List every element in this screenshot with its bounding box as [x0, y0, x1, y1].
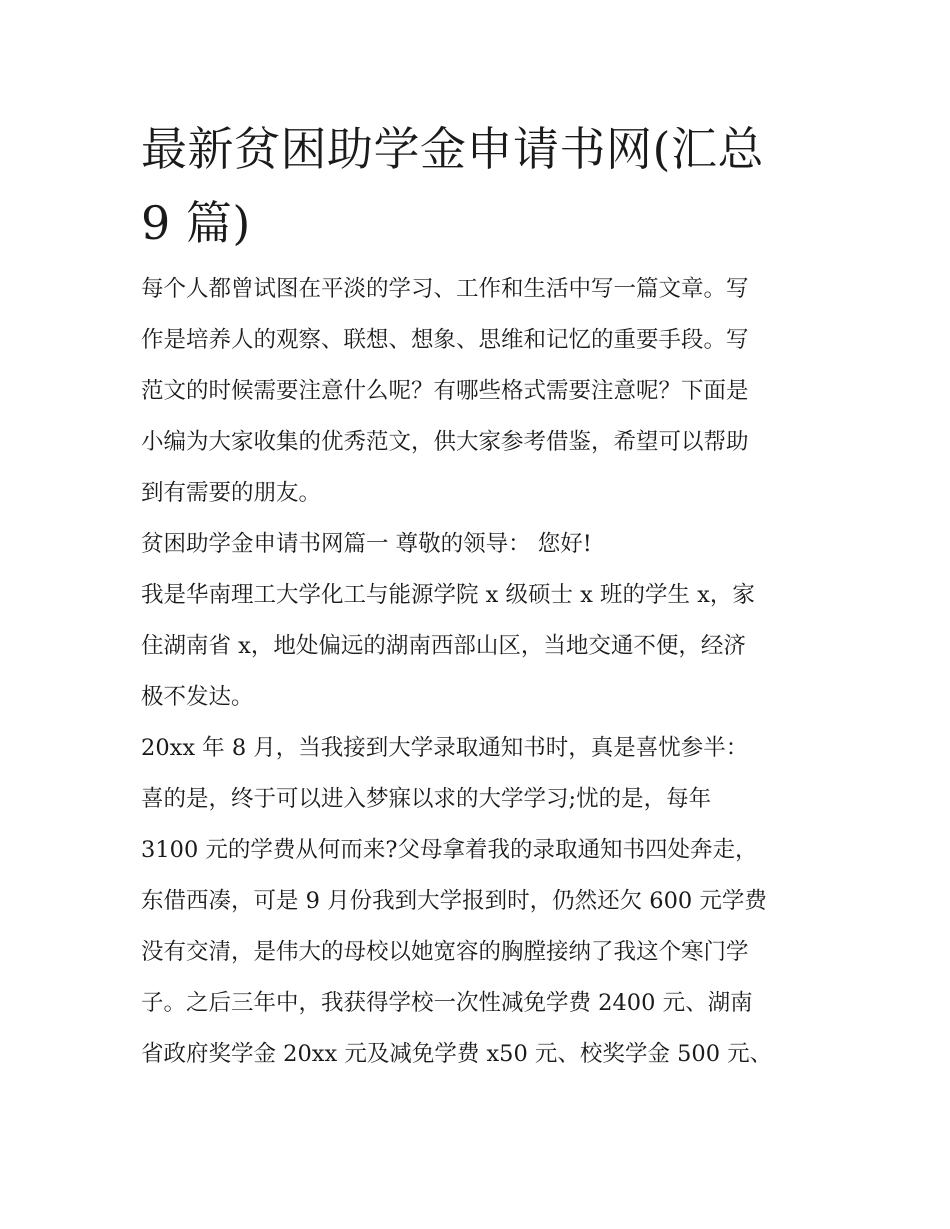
text-line: 子。之后三年中，我获得学校一次性减免学费 2400 元、湖南	[141, 990, 753, 1016]
text-line: 省政府奖学金 20xx 元及减免学费 x50 元、校奖学金 500 元、	[141, 1041, 773, 1067]
text-line: 范文的时候需要注意什么呢？有哪些格式需要注意呢？下面是	[141, 378, 749, 404]
text-line: 我是华南理工大学化工与能源学院 x 级硕士 x 班的学生 x，家	[141, 582, 755, 608]
paragraph-story	[141, 723, 813, 1080]
document-body	[141, 264, 813, 1080]
text-line: 20xx 年 8 月，当我接到大学录取通知书时，真是喜忧参半：	[141, 735, 749, 761]
text-line: 没有交清，是伟大的母校以她宽容的胸膛接纳了我这个寒门学	[141, 939, 749, 965]
document-title	[141, 112, 813, 260]
paragraph-intro	[141, 264, 813, 519]
title-line-2: 9 篇)	[141, 196, 251, 250]
document-page	[141, 112, 813, 1080]
text-line: 东借西凑，可是 9 月份我到大学报到时，仍然还欠 600 元学费	[141, 888, 767, 914]
text-line: 作是培养人的观察、联想、想象、思维和记忆的重要手段。写	[141, 327, 749, 353]
text-line: 3100 元的学费从何而来?父母拿着我的录取通知书四处奔走，	[141, 837, 758, 863]
text-line: 小编为大家收集的优秀范文，供大家参考借鉴，希望可以帮助	[141, 429, 749, 455]
paragraph-salutation	[141, 519, 813, 570]
text-line: 住湖南省 x，地处偏远的湖南西部山区，当地交通不便，经济	[141, 633, 746, 659]
title-line-1: 最新贫困助学金申请书网(汇总	[141, 122, 764, 176]
text-line: 每个人都曾试图在平淡的学习、工作和生活中写一篇文章。写	[141, 276, 749, 302]
text-line: 贫困助学金申请书网篇一 尊敬的领导： 您好!	[141, 531, 592, 557]
text-line: 喜的是，终于可以进入梦寐以求的大学学习;忧的是，每年	[141, 786, 712, 812]
text-line: 到有需要的朋友。	[141, 480, 322, 506]
text-line: 极不发达。	[141, 684, 254, 710]
paragraph-self-intro	[141, 570, 813, 723]
